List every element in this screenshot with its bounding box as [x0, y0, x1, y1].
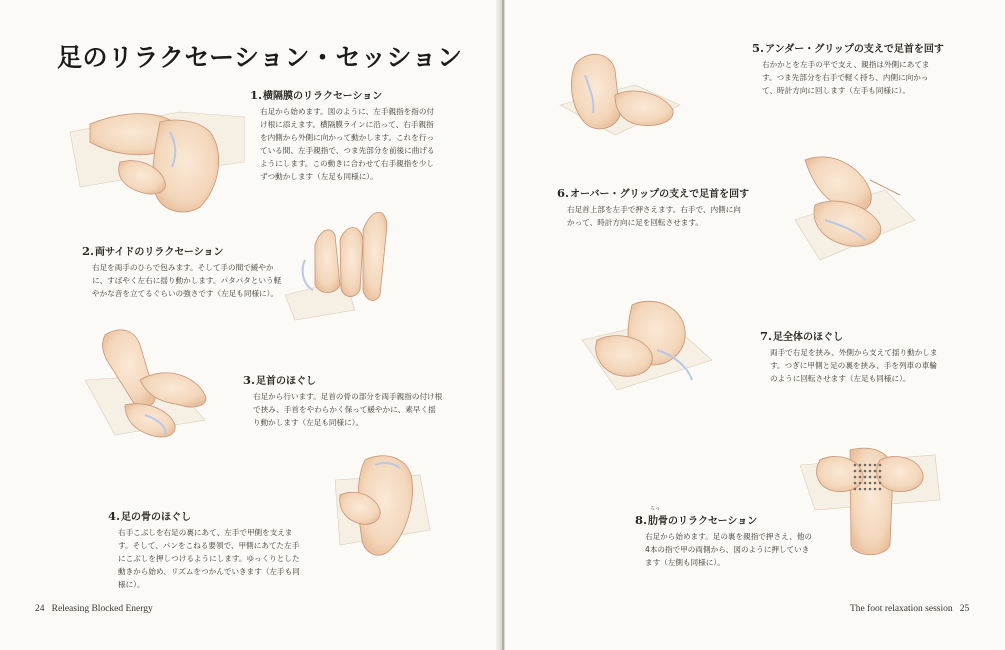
running-title: Releasing Blocked Energy: [51, 604, 153, 614]
illustration-under-grip: [555, 45, 685, 140]
step-text: 右足を両手のひらで包みます。そして手の間で緩やかに、すばやく左右に揺り動かします。パタパタという軽やかな音を立てるぐらいの強さです（左足も同様に）。: [92, 263, 282, 298]
step-text: 右手こぶしを右足の裏にあて、左手で甲側を支えます。そして、パンをこねる要領で、甲側にあてた左手にこぶしを押しつけるようにします。ゆっくりとした動きから始め、リズムをつかんでいきます（左手も同様に）。: [118, 528, 300, 589]
step-number: 6.: [557, 186, 570, 200]
step-3: [243, 372, 443, 429]
step-text: 右足首上部を左手で押さえます。右手で、内側に向かって、時計方向に足を回転させます。: [567, 205, 741, 227]
right-footer: [850, 604, 969, 614]
step-title: 足全体のほぐし: [773, 332, 844, 343]
step-heading: [557, 185, 750, 200]
step-number: 8.: [635, 513, 648, 527]
step-title: 足首のほぐし: [256, 376, 317, 387]
step-heading: [752, 40, 942, 55]
page-number: 24: [35, 604, 45, 614]
step-title: アンダー・グリップの支えで足首を回す: [765, 44, 944, 55]
illustration-diaphragm-release: [60, 92, 245, 222]
step-6: [557, 185, 750, 229]
illustration-side-release: [275, 200, 415, 325]
step-heading: [760, 328, 940, 343]
step-number: 2.: [82, 244, 95, 258]
right-page: [505, 0, 1005, 650]
step-heading: [250, 87, 440, 102]
step-title: オーバー・グリップの支えで足首を回す: [570, 189, 750, 200]
step-number: 7.: [760, 329, 773, 343]
step-number: 3.: [243, 373, 256, 387]
left-footer: [35, 604, 153, 614]
running-title: The foot relaxation session: [850, 604, 953, 614]
step-heading: [635, 512, 815, 527]
step-text: 右かかとを左手の平で支え、親指は外側にあてます。つま先部分を右手で軽く持ち、内側に向かって、時計方向に回します（左手も同様に）。: [762, 60, 930, 95]
step-number: 1.: [250, 88, 263, 102]
illustration-ankle-loosening: [85, 320, 225, 450]
step-title: 横隔膜のリラクセーション: [263, 91, 383, 102]
step-text: 両手で右足を挟み、外側から支えて揺り動かします。つぎに甲側と足の裏を挟み、手を列車の車輪のように回転させます（左足も同様に）。: [770, 348, 938, 383]
step-1: [250, 87, 440, 183]
step-heading: [108, 508, 303, 523]
page-title: 足のリラクセーション・セッション: [57, 43, 463, 72]
step-title: 両サイドのリラクセーション: [95, 247, 224, 258]
illustration-whole-foot: [577, 290, 717, 405]
step-7: [760, 328, 940, 385]
step-number: 4.: [108, 509, 121, 523]
page-number: 25: [959, 604, 970, 614]
step-title: 足の骨のほぐし: [121, 512, 192, 523]
illustration-rib-release: [795, 440, 945, 560]
step-2: [82, 243, 282, 300]
step-5: [752, 40, 942, 97]
step-text: 右足から行います。足首の骨の部分を両手親指の付け根で挟み、手首をやわらかく保って緩やかに、素早く揺り動かします（左足も同様に）。: [253, 392, 443, 427]
step-heading: [82, 243, 282, 258]
left-page: [0, 0, 500, 650]
illustration-foot-bones: [320, 450, 440, 570]
step-title: 肋骨のリラクセーション: [648, 516, 758, 527]
step-8: [635, 512, 815, 569]
step-heading: [243, 372, 443, 387]
step-4: [108, 508, 303, 591]
furigana-ruby: ろっ: [650, 506, 661, 512]
step-number: 5.: [752, 41, 765, 55]
illustration-over-grip: [775, 150, 920, 270]
step-text: 右足から始めます。足の裏を親指で押さえ、他の4本の指で甲の両側から、図のように押していきます（左側も同様に）。: [645, 532, 812, 567]
step-text: 右足から始めます。図のように、左手親指を指の付け根に添えます。横隔膜ラインに沿って、右手親指を内側から外側に向かって動かします。これを行っている間、左手親指で、つま先部分を前後に曲げるようにします。この動きに合わせて右手親指を少しずつ動かします（左足も同様に）。: [260, 107, 435, 181]
